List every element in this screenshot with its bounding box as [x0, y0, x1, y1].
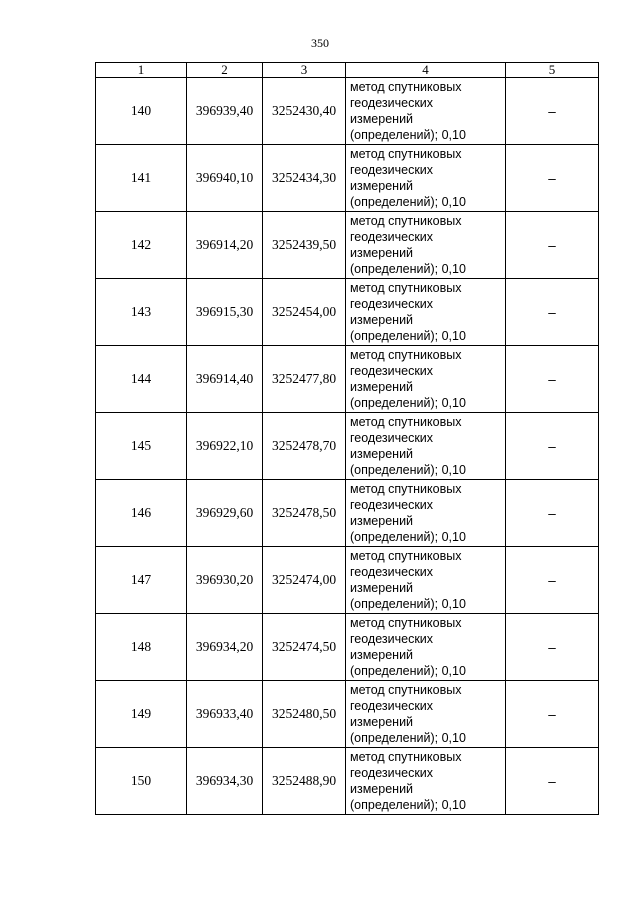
y-coordinate-cell: 3252474,00: [263, 547, 346, 614]
table-row: [96, 681, 599, 748]
method-line: геодезических: [350, 364, 434, 378]
method-cell: [346, 346, 506, 413]
method-line: метод спутниковых: [350, 616, 462, 630]
method-line: метод спутниковых: [350, 415, 462, 429]
x-coordinate-cell: 396934,20: [187, 614, 263, 681]
note-cell: –: [506, 279, 599, 346]
header-col-4: 4: [346, 63, 506, 78]
header-col-1: 1: [96, 63, 187, 78]
x-coordinate-cell: 396940,10: [187, 145, 263, 212]
y-coordinate-cell: 3252474,50: [263, 614, 346, 681]
method-line: измерений: [350, 313, 414, 327]
note-cell: –: [506, 145, 599, 212]
method-line: измерений: [350, 447, 414, 461]
table-body: [96, 78, 599, 815]
point-number-cell: 146: [96, 480, 187, 547]
method-line: (определений); 0,10: [350, 396, 466, 410]
method-line: метод спутниковых: [350, 683, 462, 697]
method-line: измерений: [350, 581, 414, 595]
table-row: [96, 748, 599, 815]
y-coordinate-cell: 3252434,30: [263, 145, 346, 212]
table-row: [96, 480, 599, 547]
point-number-cell: 145: [96, 413, 187, 480]
method-cell: [346, 145, 506, 212]
note-cell: –: [506, 78, 599, 145]
method-line: метод спутниковых: [350, 549, 462, 563]
y-coordinate-cell: 3252454,00: [263, 279, 346, 346]
x-coordinate-cell: 396915,30: [187, 279, 263, 346]
x-coordinate-cell: 396922,10: [187, 413, 263, 480]
point-number-cell: 144: [96, 346, 187, 413]
method-line: геодезических: [350, 163, 434, 177]
method-cell: [346, 413, 506, 480]
method-cell: [346, 480, 506, 547]
x-coordinate-cell: 396934,30: [187, 748, 263, 815]
point-number-cell: 140: [96, 78, 187, 145]
y-coordinate-cell: 3252480,50: [263, 681, 346, 748]
method-line: метод спутниковых: [350, 80, 462, 94]
method-cell: [346, 212, 506, 279]
method-line: измерений: [350, 648, 414, 662]
method-cell: [346, 681, 506, 748]
method-line: (определений); 0,10: [350, 195, 466, 209]
point-number-cell: 143: [96, 279, 187, 346]
method-line: геодезических: [350, 498, 434, 512]
method-line: геодезических: [350, 230, 434, 244]
method-line: (определений); 0,10: [350, 329, 466, 343]
y-coordinate-cell: 3252478,50: [263, 480, 346, 547]
method-line: геодезических: [350, 632, 434, 646]
point-number-cell: 149: [96, 681, 187, 748]
method-line: метод спутниковых: [350, 482, 462, 496]
note-cell: –: [506, 681, 599, 748]
header-col-2: 2: [187, 63, 263, 78]
y-coordinate-cell: 3252478,70: [263, 413, 346, 480]
table-row: [96, 279, 599, 346]
method-line: геодезических: [350, 766, 434, 780]
table-row: [96, 614, 599, 681]
header-row: [96, 63, 599, 78]
x-coordinate-cell: 396914,20: [187, 212, 263, 279]
table-row: [96, 346, 599, 413]
y-coordinate-cell: 3252488,90: [263, 748, 346, 815]
method-line: (определений); 0,10: [350, 262, 466, 276]
note-cell: –: [506, 614, 599, 681]
note-cell: –: [506, 346, 599, 413]
method-line: (определений); 0,10: [350, 463, 466, 477]
point-number-cell: 142: [96, 212, 187, 279]
point-number-cell: 147: [96, 547, 187, 614]
method-line: (определений); 0,10: [350, 664, 466, 678]
x-coordinate-cell: 396930,20: [187, 547, 263, 614]
header-col-3: 3: [263, 63, 346, 78]
method-line: измерений: [350, 514, 414, 528]
note-cell: –: [506, 212, 599, 279]
table-row: [96, 413, 599, 480]
method-cell: [346, 547, 506, 614]
note-cell: –: [506, 480, 599, 547]
table-row: [96, 78, 599, 145]
x-coordinate-cell: 396939,40: [187, 78, 263, 145]
method-line: метод спутниковых: [350, 281, 462, 295]
method-line: метод спутниковых: [350, 214, 462, 228]
header-col-5: 5: [506, 63, 599, 78]
point-number-cell: 148: [96, 614, 187, 681]
method-line: геодезических: [350, 297, 434, 311]
y-coordinate-cell: 3252477,80: [263, 346, 346, 413]
method-line: (определений); 0,10: [350, 731, 466, 745]
method-line: (определений); 0,10: [350, 530, 466, 544]
page-number: 350: [311, 36, 329, 50]
method-line: метод спутниковых: [350, 750, 462, 764]
method-line: измерений: [350, 246, 414, 260]
point-number-cell: 150: [96, 748, 187, 815]
coordinates-table: [95, 62, 599, 815]
method-line: измерений: [350, 179, 414, 193]
method-line: измерений: [350, 112, 414, 126]
note-cell: –: [506, 413, 599, 480]
method-line: (определений); 0,10: [350, 597, 466, 611]
method-line: метод спутниковых: [350, 348, 462, 362]
method-line: измерений: [350, 782, 414, 796]
table-row: [96, 547, 599, 614]
note-cell: –: [506, 748, 599, 815]
table-row: [96, 212, 599, 279]
method-cell: [346, 279, 506, 346]
method-line: (определений); 0,10: [350, 798, 466, 812]
y-coordinate-cell: 3252430,40: [263, 78, 346, 145]
table-row: [96, 145, 599, 212]
x-coordinate-cell: 396929,60: [187, 480, 263, 547]
note-cell: –: [506, 547, 599, 614]
method-cell: [346, 748, 506, 815]
method-line: метод спутниковых: [350, 147, 462, 161]
method-line: (определений); 0,10: [350, 128, 466, 142]
y-coordinate-cell: 3252439,50: [263, 212, 346, 279]
method-line: измерений: [350, 380, 414, 394]
method-line: геодезических: [350, 699, 434, 713]
point-number-cell: 141: [96, 145, 187, 212]
method-cell: [346, 614, 506, 681]
method-line: измерений: [350, 715, 414, 729]
x-coordinate-cell: 396933,40: [187, 681, 263, 748]
method-line: геодезических: [350, 96, 434, 110]
method-line: геодезических: [350, 431, 434, 445]
x-coordinate-cell: 396914,40: [187, 346, 263, 413]
method-line: геодезических: [350, 565, 434, 579]
method-cell: [346, 78, 506, 145]
